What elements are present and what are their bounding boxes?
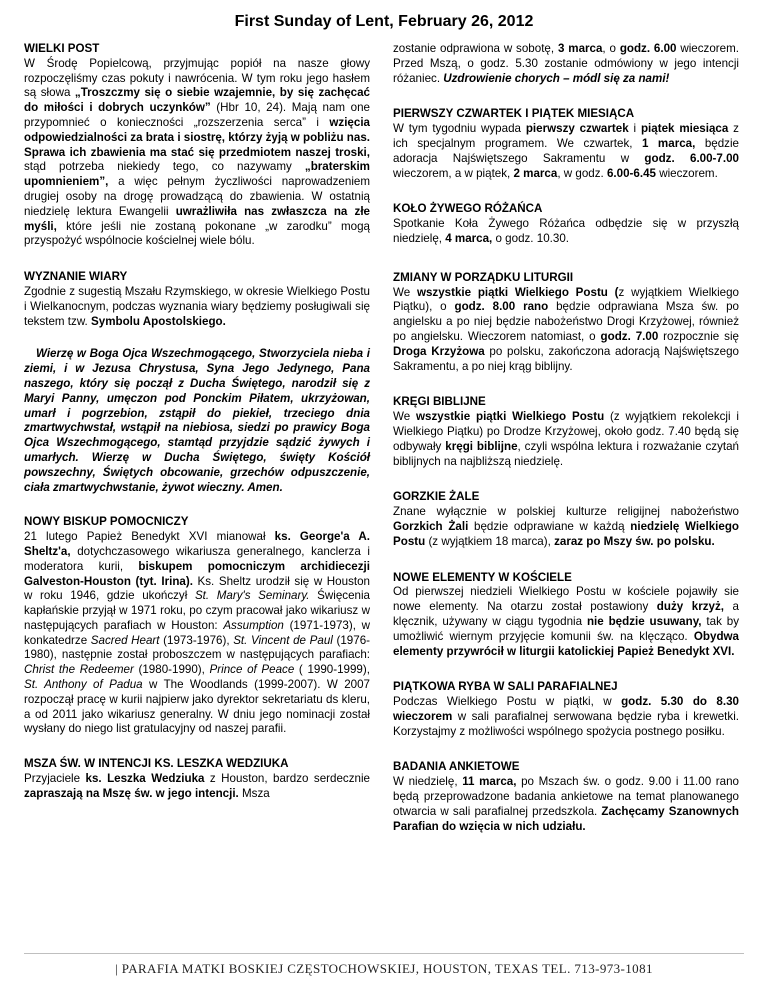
section-body: Znane wyłącznie w polskiej kulturze religijnej nabożeństwo Gorzkich Żali będzie odprawiane w każdą niedzielę Wielkiego Postu (z wyjątkiem 18 marca), zaraz po Mszy św. po polsku. — [393, 505, 739, 548]
section-kolo-rozanca — [393, 202, 739, 246]
section-heading: WIELKI POST — [24, 42, 100, 55]
section-body: We wszystkie piątki Wielkiego Postu (z wyjątkiem Wielkiego Piątku), o godz. 8.00 rano będzie odprawiana Msza św. po angielsku a po niej będzie nabożeństwo Drogi Krzyżowej, również po angielsku. Wieczorem natomiast, o godz. 7.00 rozpocznie się Droga Krzyżowa po polsku, zakończona adoracją Najświętszego Sakramentu, a po niej krąg biblijny. — [393, 285, 740, 373]
section-heading: GORZKIE ŻALE — [393, 490, 480, 504]
right-column — [393, 42, 739, 855]
section-body: W tym tygodniu wypada pierwszy czwartek i piątek miesiąca z ich specjalnym programem. We czwartek, 1 marca, będzie adoracja Najświętszego Sakramentu w godz. 6.00-7.00 wieczorem, a w piątek, 2 marca, w godz. 6.00-6.45 wieczorem. — [393, 122, 739, 180]
section-body: W niedzielę, 11 marca, po Mszach św. o godz. 9.00 i 11.00 rano będą przeprowadzone badania ankietowe na temat planowanego otwarcia w sali parafialnej przedszkola. Zachęcamy Szanownych Parafian do wzięcia w nich udziału. — [393, 775, 740, 833]
section-body: Przyjaciele ks. Leszka Wedziuka z Houston, bardzo serdecznie zapraszają na Mszę św. w jego intencji. Msza — [24, 772, 370, 800]
left-column — [24, 42, 370, 823]
section-zmiany-liturgii — [393, 271, 739, 375]
section-heading: KRĘGI BIBLIJNE — [393, 395, 486, 409]
section-heading: NOWE ELEMENTY W KOŚCIELE — [393, 570, 572, 584]
section-heading: BADANIA ANKIETOWE — [393, 760, 520, 774]
section-nowy-biskup — [24, 515, 370, 737]
section-badania-ankietowe — [393, 760, 739, 834]
section-msza-intencja — [24, 757, 370, 801]
creed-text: Wierzę w Boga Ojca Wszechmogącego, Stworzyciela nieba i ziemi, i w Jezusa Chrystusa, Syna Jego Jedynego, Pana naszego, który się począł z Ducha Świętego, narodził się z Maryi Panny, umęczon pod Ponckim Piłatem, ukrzyżowan, umarł i pogrzebion, zstąpił do piekieł, trzeciego dnia zmartwychwstał, wstąpił na niebiosa, siedzi po prawicy Boga Ojca Wszechmogącego, stamtąd przyjdzie sądzić żywych i umarłych. Wierzę w Ducha Świętego, święty Kościół powszechny, Świętych obcowanie, grzechów odpuszczenie, ciała zmartwychwstanie, żywot wieczny. Amen. — [24, 347, 370, 494]
section-nowe-elementy — [393, 571, 739, 660]
section-heading: NOWY BISKUP POMOCNICZY — [24, 515, 189, 529]
section-body: zostanie odprawiona w sobotę, 3 marca, o godz. 6.00 wieczorem. Przed Mszą, o godz. 5.30 zostanie odmówiony w jego intencji różaniec. Uzdrowienie chorych – módl się za nami! — [393, 42, 739, 85]
page-footer — [0, 941, 768, 994]
footer-text: | PARAFIA MATKI BOSKIEJ CZĘSTOCHOWSKIEJ, HOUSTON, TEXAS TEL. 713-973-1081 — [115, 961, 653, 976]
section-heading: MSZA ŚW. W INTENCJI KS. LESZKA WEDZIUKA — [24, 757, 289, 771]
section-body: Podczas Wielkiego Postu w piątki, w godz. 5.30 do 8.30 wieczorem w sali parafialnej serwowana będzie ryba i krewetki. Korzystajmy z możliwości wspólnego spożycia postnego posiłku. — [393, 695, 739, 738]
section-heading: ZMIANY W PORZĄDKU LITURGII — [393, 270, 574, 284]
section-body: Zgodnie z sugestią Mszału Rzymskiego, w okresie Wielkiego Postu i Wielkanocnym, podczas wyznania wiary będziemy posługiwali się tekstem tzw. Symbolu Apostolskiego. — [24, 284, 370, 328]
section-wyznanie-wiary — [24, 270, 370, 495]
section-body: Od pierwszej niedzieli Wielkiego Postu w kościele pojawiły sie nowe elementy. Na otarzu został postawiony duży krzyż, a klęcznik, używany w ciągu tygodnia nie będzie usuwany, tak by umożliwić wiernym przyjęcie komunii św. na klęcząco. Obydwa elementy przywrócił w liturgii katolickiej Papież Benedykt XVI. — [393, 585, 740, 658]
section-heading: KOŁO ŻYWEGO RÓŻAŃCA — [393, 202, 543, 216]
section-body: Spotkanie Koła Żywego Różańca odbędzie się w przyszłą niedzielę, 4 marca, o godz. 10.30. — [393, 217, 739, 245]
section-wielki-post — [24, 42, 370, 249]
section-gorzkie-zale — [393, 490, 739, 549]
section-pierwszy-czwartek — [393, 107, 739, 181]
section-heading: WYZNANIE WIARY — [24, 270, 128, 284]
section-body: 21 lutego Papież Benedykt XVI mianował ks. George'a A. Sheltz'a, dotychczasowego wikariusza generalnego, kanclerza i moderatora kurii, biskupem pomocniczym archidiecezji Galveston-Houston (tyt. Irina). Ks. Sheltz urodził się w Houston w roku 1946, gdzie ukończył St. Mary's Seminary. Święcenia kapłańskie przyjął w 1971 roku, po czym pracował jako wikariusz w następujących parafiach w Houston: Assumption (1971-1973), w konkatedrze Sacred Heart (1973-1976), St. Vincent de Paul (1976-1980), następnie został proboszczem w następujących parafiach: Christ the Redeemer (1980-1990), Prince of Peace ( 1990-1999), St. Anthony of Padua w The Woodlands (1999-2007). W 2007 rozpoczął pracę w kurii najpierw jako dyrektor sekretariatu ds kleru, a od 2011 jako wikariusz generalny. W dniu jego nominacji został wysłany do niego list gratulacyjny od naszej parafii. — [24, 530, 371, 736]
section-heading: PIERWSZY CZWARTEK I PIĄTEK MIESIĄCA — [393, 107, 635, 121]
section-kregi-biblijne — [393, 395, 739, 469]
section-piatkowa-ryba — [393, 680, 739, 739]
footer-divider — [24, 953, 744, 954]
section-body: W Środę Popielcową, przyjmując popiół na nasze głowy rozpoczęliśmy czas pokuty i nawrócenia. W tym roku jego hasłem są słowa „Troszczmy się o siebie wzajemnie, by się zachęcać do miłości i dobrych uczynków” (Hbr 10, 24). Mają nam one przypomnieć o konieczności „rozszerzenia serca” i wzięcia odpowiedzialności za brata i siostrę, którzy żyją w pobliżu nas. Sprawa ich zbawienia ma stać się przedmiotem naszej troski, stąd potrzeba niekiedy tego, co nazywamy „braterskim upomnieniem”, a więc pełnym życzliwości naprowadzeniem drugiej osoby na drogę prowadzącą do zbawienia. W ostatnią niedzielę lektura Ewangelii uwrażliwiła nas zwłaszcza na złe myśli, które jeśli nie zostaną pokonane „w zarodku” mogą przyspożyć wspólnocie kościelnej wiele bólu. — [24, 56, 371, 248]
page-title: First Sunday of Lent, February 26, 2012 — [234, 13, 534, 30]
section-msza-continued — [393, 42, 739, 86]
section-heading: PIĄTKOWA RYBA W SALI PARAFIALNEJ — [393, 680, 618, 694]
section-body: We wszystkie piątki Wielkiego Postu (z wyjątkiem rekolekcji i Wielkiego Piątku) po Drodze Krzyżowej, około godz. 7.40 będą się odbywały kręgi biblijne, czyli wspólna lektura i rozważanie czytań biblijnych na najbliższą niedzielę. — [393, 410, 739, 468]
